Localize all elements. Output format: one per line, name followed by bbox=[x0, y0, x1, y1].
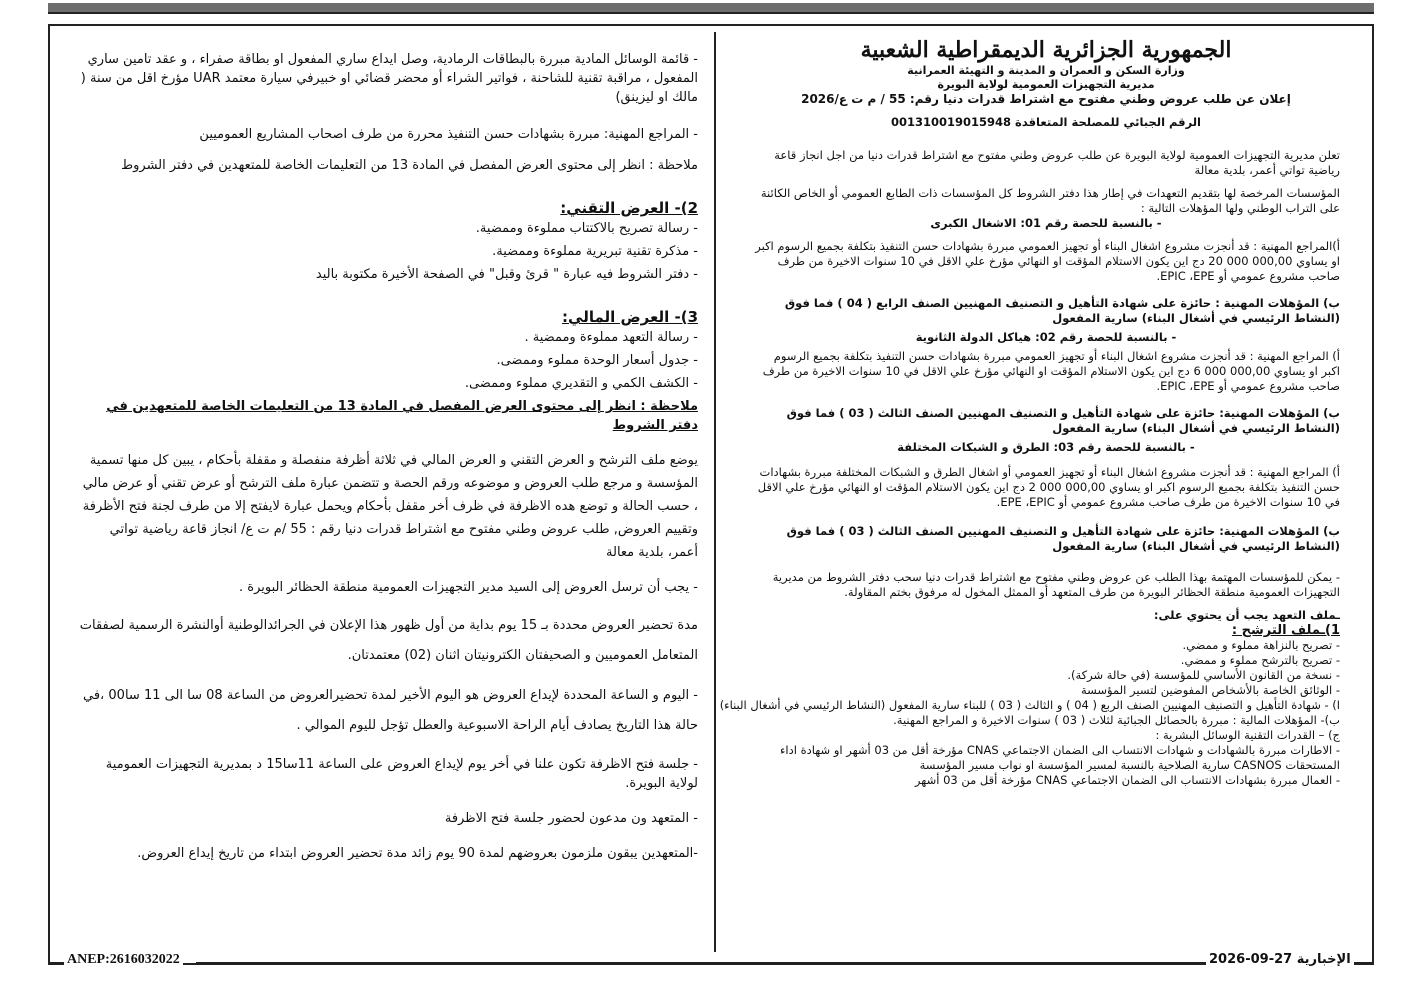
lot1-qualifications: ب) المؤهلات المهنية : حائزة على شهادة التأهيل و التصنيف المهنيين الصنف الرابع ( 04 ) فما فوق (النشاط الرئيسي في أشغال البناء) سارية المفعول bbox=[784, 296, 1340, 325]
lot3-qualifications: ب) المؤهلات المهنية: حائزة على شهادة التأهيل و التصنيف المهنيين الصنف الثالث ( 03 ) فما فوق (النشاط الرئيسي في أشغال البناء) سارية المفعول bbox=[786, 524, 1340, 553]
professional-references-paragraph: - المراجع المهنية: مبررة بشهادات حسن التنفيذ محررة من طرف اصحاب المشاريع العموميين bbox=[199, 127, 698, 142]
withdraw-paragraph: - يمكن للمؤسسات المهتمة بهذا الطلب عن عروض وطني مفتوح مع اشتراط قدرات دنيا سحب دفتر الشروط من مديرية التجهيزات العمومية منطقة الحظائر البويرة من طرف المتعهد أو الممثل المخول له مرفوق بختم المقاولة. bbox=[772, 570, 1340, 599]
anep-reference: ANEP:2616032022 bbox=[64, 952, 183, 968]
list-item: - تصريح بالنزاهة مملوء و ممضي. bbox=[1182, 638, 1340, 652]
material-means-paragraph: - قائمة الوسائل المادية مبررة بالبطاقات الرمادية، وصل ايداع ساري المفعول او بطاقة صفراء ، و عقد تامين ساري المفعول ، مراقبة تقنية للشاحنة ، فواتير الشراء أو محضر قضائي او خبيرفي سيارة معتمد UAR مؤرخ اقل من سنة ( مالك او ليزينق) bbox=[80, 52, 698, 105]
directorate-name: مديرية التجهيزات العمومية لولاية البويرة bbox=[937, 78, 1155, 91]
envelopes-paragraph: يوضع ملف الترشح و العرض التقني و العرض المالي في ثلاثة أظرفة منفصلة و مقفلة بأحكام ، يبين كل منها تسمية المؤسسة و مرجع طلب العروض و موضوعه ورقم الحصة و تتضمن عبارة ملف الترشح أو عرض تقني أو عرض مالي ، حسب الحالة و توضع هده الاظرفة في ظرف أخر مقفل بأحكام ويحمل عبارة لايفتح إلا من طرف لجنة فتح الأظرفة وتقييم العروض, طلب عروض وطني مفتوح مع اشتراط قدرات دنيا رقم : 55 /م ت ع/ انجاز قاعة رياضية تواتي أعمر، بلدية معالة bbox=[82, 453, 698, 560]
list-item: - الاطارات مبررة بالشهادات و شهادات الانتساب الى الضمان الاجتماعي CNAS مؤرخة أقل من 03 أشهر او شهادة اداء المستحقات CASNOS سارية الصلاحية بالنسبة لمسير المؤسسة او نواب مسير المؤسسة bbox=[780, 743, 1340, 772]
preparation-duration-paragraph: مدة تحضير العروض محددة بـ 15 يوم بداية من أول ظهور هذا الإعلان في الجرائدالوطنية أوالنشرة الرسمية لصفقات المتعامل العموميين و الصحيفتان الكترونيتان اثنان (02) معتمدتان. bbox=[79, 618, 698, 663]
footer-rule-left bbox=[48, 962, 64, 964]
deposit-time-paragraph: - اليوم و الساعة المحددة لإيداع العروض هو اليوم الأخير لمدة تحضيرالعروض من الساعة 08 سا الى 11 سا00 ،في حالة هذا التاريخ يصادف أيام الراحة الاسبوعية والعطل تؤجل لليوم الموالي . bbox=[83, 688, 698, 733]
newspaper-date: الإخبارية 27-09-2026 bbox=[1206, 952, 1354, 967]
lot1-title: - بالنسبة للحصة رقم 01: الاشغال الكبرى bbox=[930, 216, 1162, 230]
validity-paragraph: -المتعهدين يبقون ملزمون بعروضهم لمدة 90 يوم زائد مدة تحضير العروض ابتداء من تاريخ إيداع العروض. bbox=[137, 846, 698, 861]
list-item: - تصريح بالترشح مملوء و ممضي. bbox=[1180, 653, 1340, 667]
technical-offer-title: 2)- العرض التقني: bbox=[560, 199, 698, 217]
opening-session-paragraph: - جلسة فتح الاظرفة تكون علنا في أخر يوم لإيداع العروض على الساعة 11سا15 د بمديرية التجهيزات العمومية لولاية البويرة. bbox=[105, 757, 698, 791]
header-rule bbox=[48, 3, 1374, 14]
note-1: ملاحظة : انظر إلى محتوى العرض المفصل في المادة 13 من التعليمات الخاصة للمتعهدين في دفتر الشروط bbox=[121, 158, 698, 173]
lot2-references: أ) المراجع المهنية : قد أنجزت مشروع اشغال البناء أو تجهيز العمومي مبررة بشهادات حسن التنفيذ بتكلفة بجميع الرسوم اكبر او يساوي 000,00 000 6 دج اين يكون الاستلام المؤقت او النهائي مؤرخ علي الاقل في 10 سنوات الاخيرة من طرف صاحب مشروع عمومي أو EPIC ،EPE. bbox=[762, 349, 1340, 393]
list-item: - مذكرة تقنية تبريرية مملوءة وممضية. bbox=[492, 244, 698, 259]
footer-rule bbox=[196, 962, 1206, 964]
list-item: ج) – القدرات التقنية الوسائل البشرية : bbox=[1155, 728, 1340, 742]
list-item: ب)- المؤهلات المالية : مبررة بالحصائل الجبائية لثلاث ( 03 ) سنوات الاخيرة و المراجع المهنية. bbox=[893, 713, 1340, 727]
list-item: - رسالة تصريح بالاكتتاب مملوءة وممضية. bbox=[475, 221, 698, 236]
list-item: - العمال مبررة بشهادات الانتساب الى الضمان الاجتماعي CNAS مؤرخة أقل من 03 أشهر bbox=[914, 773, 1340, 787]
announcement-title: إعلان عن طلب عروض وطني مفتوح مع اشتراط قدرات دنيا رقم: 55 / م ت ع/2026 bbox=[801, 92, 1291, 106]
notice-right-column bbox=[719, 36, 1340, 788]
financial-offer-title: 3)- العرض المالي: bbox=[562, 308, 698, 326]
lot3-references: أ) المراجع المهنية : قد أنجزت مشروع اشغال البناء أو تجهيز العمومي أو اشغال الطرق و الشبكات المختلفة مبررة بشهادات حسن التنفيذ بتكلفة بجميع الرسوم اكبر او يساوي 000,00 000 2 دج اين يكون الاستلام المؤقت او النهائي مؤرخ علي الاقل في 10 سنوات الاخيرة من طرف صاحب مشروع عمومي أو EPE ،EPIC. bbox=[757, 465, 1340, 509]
column-divider bbox=[714, 32, 716, 952]
candidacy-file-title: 1)ـملف الترشح : bbox=[1231, 623, 1340, 638]
republic-title: الجمهورية الجزائرية الديمقراطية الشعبية bbox=[860, 37, 1232, 63]
lot3-title: - بالنسبة للحصة رقم 03: الطرق و الشبكات المختلفة bbox=[897, 440, 1195, 454]
list-item: ا) - شهادة التأهيل و التصنيف المهنيين الصنف الربع ( 04 ) و الثالث ( 03 ) للبناء سارية المفعول (النشاط الرئيسي في أشغال البناء) bbox=[719, 698, 1340, 712]
list-item: - رسالة التعهد مملوءة وممضية . bbox=[524, 330, 698, 345]
contains-heading: ـملف التعهد يجب أن يحتوي على: bbox=[1153, 608, 1340, 622]
notice-left-column bbox=[76, 36, 698, 863]
list-item: - دفتر الشروط فيه عبارة " قرئ وقبل" في الصفحة الأخيرة مكتوبة باليد bbox=[315, 267, 698, 282]
lot2-title: - بالنسبة للحصة رقم 02: هياكل الدولة الثانوية bbox=[915, 330, 1177, 344]
send-offers-paragraph: - يجب أن ترسل العروض إلى السيد مدير التجهيزات العمومية منطقة الحظائر البويرة . bbox=[239, 580, 698, 595]
bidders-invited-paragraph: - المتعهد ون مدعون لحضور جلسة فتح الاظرفة bbox=[444, 811, 698, 826]
ministry-name: وزارة السكن و العمران و المدينة و التهيئة العمرانية bbox=[907, 64, 1185, 77]
list-item: - الكشف الكمي و التقديري مملوء وممضى. bbox=[464, 376, 698, 391]
eligibility-paragraph: المؤسسات المرخصة لها بتقديم التعهدات في إطار هذا دفتر الشروط كل المؤسسات ذات الطابع العمومي أو الخاص الكائنة على التراب الوطني ولها المؤهلات التالية : bbox=[760, 186, 1340, 215]
list-item: - نسخة من القانون الأساسي للمؤسسة (في حالة شركة). bbox=[1067, 668, 1340, 682]
list-item: - جدول أسعار الوحدة مملوء وممضى. bbox=[496, 353, 698, 368]
note-2: ملاحظة : انظر إلى محتوى العرض المفصل في المادة 13 من التعليمات الخاصة للمتعهدين في دفتر الشروط bbox=[106, 399, 698, 433]
list-item: - الوثائق الخاصة بالأشخاص المفوضين لتسير المؤسسة bbox=[1081, 683, 1340, 697]
tax-number: الرقم الجبائي للمصلحة المتعاقدة 001310019015948 bbox=[891, 115, 1201, 129]
lot2-qualifications: ب) المؤهلات المهنية: حائزة على شهادة التأهيل و التصنيف المهنيين الصنف الثالث ( 03 ) فما فوق (النشاط الرئيسي في أشغال البناء) سارية المفعول bbox=[786, 406, 1340, 435]
intro-paragraph: تعلن مديرية التجهيزات العمومية لولاية البويرة عن طلب عروض وطني مفتوح مع اشتراط قدرات دنيا من اجل انجاز قاعة رياضية تواتي أعمر، بلدية معالة bbox=[774, 148, 1340, 177]
lot1-references: أ)المراجع المهنية : قد أنجزت مشروع اشغال البناء أو تجهيز العمومي مبررة بشهادات حسن التنفيذ بتكلفة بجميع الرسوم اكبر او يساوي 000,00 000 20 دج اين يكون الاستلام المؤقت او النهائي مؤرخ علي الاقل في 10 سنوات الاخيرة من طرف صاحب مشروع عمومي أو EPIC ،EPE. bbox=[755, 239, 1340, 283]
